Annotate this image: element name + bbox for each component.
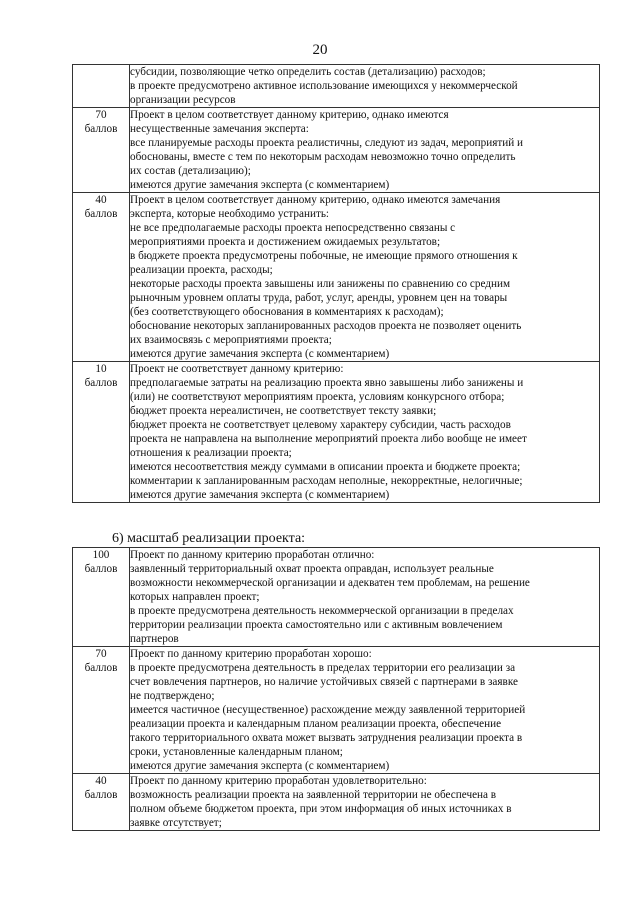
description-cell bbox=[130, 193, 600, 362]
description-line: в проекте предусмотрена деятельность в пределах территории его реализации за bbox=[130, 662, 516, 674]
criteria-row bbox=[73, 647, 600, 774]
section-heading: 6) масштаб реализации проекта: bbox=[112, 531, 306, 546]
description-line: их состав (детализацию); bbox=[130, 165, 251, 177]
score-text: 70 bbox=[95, 109, 107, 121]
score-text: баллов bbox=[84, 377, 118, 389]
description-line: заявке отсутствует; bbox=[130, 817, 222, 829]
description-line: эксперта, которые необходимо устранить: bbox=[130, 208, 330, 220]
score-text: 70 bbox=[95, 648, 107, 660]
description-line: некоторые расходы проекта завышены или занижены по сравнению со средним bbox=[130, 278, 511, 290]
criteria-row bbox=[73, 774, 600, 831]
criteria-row bbox=[73, 65, 600, 108]
score-cell bbox=[73, 774, 130, 831]
score-text: баллов bbox=[84, 662, 118, 674]
description-cell bbox=[130, 108, 600, 193]
description-line: обоснование некоторых запланированных расходов проекта не позволяет оценить bbox=[130, 320, 522, 332]
description-line: реализации проекта, расходы; bbox=[130, 264, 273, 276]
criteria-row bbox=[73, 362, 600, 503]
description-line: не все предполагаемые расходы проекта непосредственно связаны с bbox=[130, 222, 456, 234]
description-line: такого территориального охвата может вызвать затруднения реализации проекта в bbox=[130, 732, 523, 744]
description-line: полном объеме бюджетом проекта, при этом информация об иных источниках в bbox=[130, 803, 512, 815]
description-line: счет вовлечения партнеров, но наличие устойчивых связей с партнерами в заявке bbox=[130, 676, 518, 688]
description-line: имеются другие замечания эксперта (с комментарием) bbox=[130, 489, 390, 501]
description-line: предполагаемые затраты на реализацию проекта явно завышены либо занижены и bbox=[130, 377, 524, 389]
score-text: баллов bbox=[84, 123, 118, 135]
description-line: обоснованы, вместе с тем по некоторым расходам невозможно точно определить bbox=[130, 151, 516, 163]
description-cell bbox=[130, 647, 600, 774]
description-line: бюджет проекта не соответствует целевому характеру субсидии, часть расходов bbox=[130, 419, 511, 431]
description-line: бюджет проекта нереалистичен, не соответствует тексту заявки; bbox=[130, 405, 437, 417]
description-cell bbox=[130, 65, 600, 108]
description-line: Проект по данному критерию проработан хорошо: bbox=[130, 648, 372, 660]
description-line: (или) не соответствуют мероприятиям проекта, условиям конкурсного отбора; bbox=[130, 391, 505, 403]
score-text: 40 bbox=[95, 775, 107, 787]
description-line: Проект по данному критерию проработан отлично: bbox=[130, 549, 375, 561]
criteria-table-scale bbox=[72, 547, 600, 831]
score-cell bbox=[73, 65, 130, 108]
description-line: в проекте предусмотрено активное использование имеющихся у некоммерческой bbox=[130, 80, 518, 92]
criteria-row bbox=[73, 193, 600, 362]
description-line: имеются другие замечания эксперта (с комментарием) bbox=[130, 760, 390, 772]
score-cell bbox=[73, 108, 130, 193]
description-line: сроки, установленные календарным планом; bbox=[130, 746, 343, 758]
criteria-table-budget bbox=[72, 64, 600, 503]
score-text: баллов bbox=[84, 563, 118, 575]
score-text: 40 bbox=[95, 194, 107, 206]
description-line: Проект в целом соответствует данному критерию, однако имеются замечания bbox=[130, 194, 501, 206]
description-line: Проект не соответствует данному критерию: bbox=[130, 363, 344, 375]
description-line: все планируемые расходы проекта реалистичны, следуют из задач, мероприятий и bbox=[130, 137, 524, 149]
description-line: возможность реализации проекта на заявленной территории не обеспечена в bbox=[130, 789, 497, 801]
criteria-row bbox=[73, 108, 600, 193]
description-line: заявленный территориальный охват проекта оправдан, использует реальные bbox=[130, 563, 494, 575]
score-cell bbox=[73, 193, 130, 362]
description-line: Проект по данному критерию проработан удовлетворительно: bbox=[130, 775, 427, 787]
description-line: Проект в целом соответствует данному критерию, однако имеются bbox=[130, 109, 449, 121]
description-line: имеются другие замечания эксперта (с комментарием) bbox=[130, 179, 390, 191]
description-line: реализации проекта и календарным планом реализации проекта, обеспечение bbox=[130, 718, 502, 730]
description-line: в бюджете проекта предусмотрены побочные, не имеющие прямого отношения к bbox=[130, 250, 518, 262]
criteria-row bbox=[73, 548, 600, 647]
score-cell bbox=[73, 362, 130, 503]
description-cell bbox=[130, 548, 600, 647]
score-text: 10 bbox=[95, 363, 107, 375]
page-number: 20 bbox=[312, 42, 328, 58]
description-line: мероприятиями проекта и достижением ожидаемых результатов; bbox=[130, 236, 441, 248]
description-cell bbox=[130, 362, 600, 503]
description-line: комментарии к запланированным расходам неполные, некорректные, нелогичные; bbox=[130, 475, 523, 487]
description-cell bbox=[130, 774, 600, 831]
description-line: не подтверждено; bbox=[130, 690, 215, 702]
score-text: баллов bbox=[84, 208, 118, 220]
description-line: организации ресурсов bbox=[130, 94, 236, 106]
description-line: имеются другие замечания эксперта (с комментарием) bbox=[130, 348, 390, 360]
score-cell bbox=[73, 548, 130, 647]
description-line: в проекте предусмотрена деятельность некоммерческой организации в пределах bbox=[130, 605, 514, 617]
description-line: несущественные замечания эксперта: bbox=[130, 123, 309, 135]
description-line: которых направлен проект; bbox=[130, 591, 260, 603]
description-line: возможности некоммерческой организации и адекватен тем проблемам, на решение bbox=[130, 577, 530, 589]
description-line: проекта не направлена на выполнение мероприятий проекта либо вообще не имеет bbox=[130, 433, 527, 445]
score-text: баллов bbox=[84, 789, 118, 801]
score-cell bbox=[73, 647, 130, 774]
description-line: партнеров bbox=[130, 633, 179, 645]
description-line: (без соответствующего обоснования в комментариях к расходам); bbox=[130, 306, 444, 318]
description-line: имеются несоответствия между суммами в описании проекта и бюджете проекта; bbox=[130, 461, 521, 473]
description-line: их взаимосвязь с мероприятиями проекта; bbox=[130, 334, 332, 346]
score-text: 100 bbox=[92, 549, 110, 561]
description-line: территории реализации проекта самостоятельно или с активным вовлечением bbox=[130, 619, 503, 631]
description-line: рыночным уровнем оплаты труда, работ, услуг, аренды, уровнем цен на товары bbox=[130, 292, 508, 304]
description-line: имеется частичное (несущественное) расхождение между заявленной территорией bbox=[130, 704, 526, 716]
description-line: отношения к реализации проекта; bbox=[130, 447, 292, 459]
description-line: субсидии, позволяющие четко определить состав (детализацию) расходов; bbox=[130, 66, 486, 78]
